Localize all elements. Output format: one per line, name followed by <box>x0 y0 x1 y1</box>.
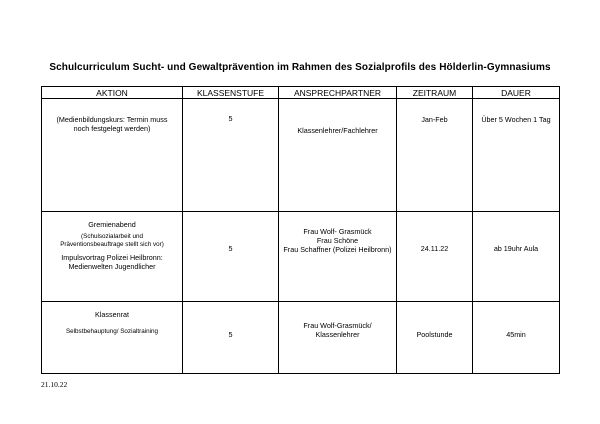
cell-klassenstufe <box>183 212 279 302</box>
document-title: Schulcurriculum Sucht- und Gewaltprävention im Rahmen des Sozialprofils des Hölderlin-Gymnasiums <box>49 62 551 73</box>
aktion-text: (Medienbildungskurs: Termin muss noch festgelegt werden) <box>56 115 168 133</box>
aktion-extra: Impulsvortrag Polizei Heilbronn: Medienwelten Jugendlicher <box>61 253 163 271</box>
dauer-value: 45min <box>506 330 526 339</box>
aktion-title: Klassenrat <box>95 310 129 319</box>
header-zeitraum: ZEITRAUM <box>397 87 473 99</box>
table-row <box>42 302 560 374</box>
cell-dauer <box>473 212 560 302</box>
curriculum-table <box>41 86 560 374</box>
cell-aktion <box>42 99 183 212</box>
cell-ansprechpartner <box>279 302 397 374</box>
dauer-value: Über 5 Wochen 1 Tag <box>481 115 551 124</box>
cell-klassenstufe <box>183 99 279 212</box>
cell-zeitraum <box>397 212 473 302</box>
table-row <box>42 99 560 212</box>
aktion-note: Selbstbehauptung/ Sozialtraining <box>65 328 159 335</box>
header-dauer: DAUER <box>473 87 560 99</box>
cell-ansprechpartner <box>279 99 397 212</box>
cell-aktion <box>42 302 183 374</box>
klassenstufe-value: 5 <box>228 330 233 339</box>
cell-ansprechpartner <box>279 212 397 302</box>
cell-zeitraum <box>397 99 473 212</box>
ansprechpartner-text: Klassenlehrer/Fachlehrer <box>297 126 378 135</box>
table-header-row <box>42 87 560 99</box>
ansprechpartner-text: Frau Wolf-Grasmück/ Klassenlehrer <box>303 321 372 339</box>
ansprechpartner-line: Frau Schaffner (Polizei Heilbronn) <box>283 245 392 254</box>
aktion-note: (Schulsozialarbeit und Präventionsbeauftrage stellt sich vor) <box>60 233 164 248</box>
klassenstufe-value: 5 <box>228 114 233 123</box>
header-klassenstufe: KLASSENSTUFE <box>183 87 279 99</box>
ansprechpartner-line: Frau Schöne <box>316 236 359 245</box>
zeitraum-value: Jan-Feb <box>421 115 448 124</box>
ansprechpartner-line: Frau Wolf- Grasmück <box>303 227 372 236</box>
zeitraum-value: Poolstunde <box>416 330 453 339</box>
header-aktion: AKTION <box>42 87 183 99</box>
table-row <box>42 212 560 302</box>
cell-aktion <box>42 212 183 302</box>
document-date: 21.10.22 <box>41 380 68 389</box>
aktion-title: Gremienabend <box>88 220 136 229</box>
dauer-value: ab 19uhr Aula <box>493 244 539 253</box>
cell-klassenstufe <box>183 302 279 374</box>
klassenstufe-value: 5 <box>228 244 233 253</box>
header-ansprechpartner: ANSPRECHPARTNER <box>279 87 397 99</box>
cell-dauer <box>473 99 560 212</box>
cell-dauer <box>473 302 560 374</box>
zeitraum-value: 24.11.22 <box>420 244 449 253</box>
cell-zeitraum <box>397 302 473 374</box>
